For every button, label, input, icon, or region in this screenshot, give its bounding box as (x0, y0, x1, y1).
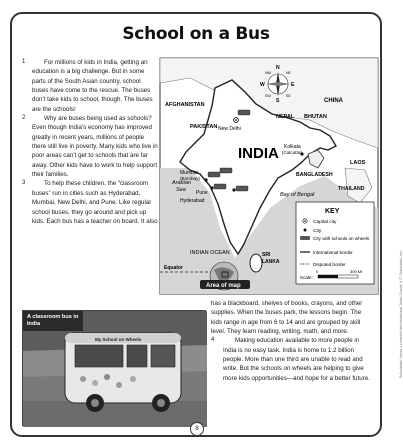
key-scale-label: Scale: (300, 275, 313, 280)
compass-e: E (291, 82, 295, 88)
key-scale-end: 300 MI (350, 269, 363, 274)
worksheet-page (10, 12, 382, 437)
paragraph-3 (22, 179, 158, 226)
label-afghanistan: AFGHANISTAN (165, 102, 205, 108)
bus-photo (22, 310, 206, 426)
paragraph-text: Making education available to more people in India is no easy task. India is home to 1.2 billion people. More than one third are unable to read and write. But the schools on wheels are helping to give more kids opportunities—and hope for a better future. (223, 337, 370, 382)
compass-n: N (276, 65, 280, 71)
label-indian-ocean: INDIAN OCEAN (190, 250, 230, 256)
map-key (296, 202, 374, 284)
paragraph-text: To help these children, the “classroom buses” run in cities such as Hyderabad, Mumbai, New Delhi, and Pune. Like regular school buses, they go around and pick up kids. Each bus has a teacher on board. It also (32, 180, 158, 225)
compass-s: S (276, 98, 280, 104)
bus-icon (220, 168, 232, 173)
bus-icon (214, 184, 226, 189)
label-equator: Equator (164, 265, 183, 271)
city-kolkata: Kolkata (284, 144, 301, 150)
label-nepal: NEPAL (276, 114, 295, 120)
area-of-map-label: Area of map (206, 283, 241, 289)
city-new-delhi: New Delhi (218, 126, 241, 132)
label-china: CHINA (324, 98, 343, 104)
paragraph-1 (22, 58, 158, 114)
paragraph-2 (22, 114, 158, 179)
bus-icon (238, 110, 250, 115)
label-arabian-sea-1: Arabian (172, 180, 191, 186)
page-title: School on a Bus (122, 24, 270, 44)
paragraph-text: For millions of kids in India, getting an education is a big challenge. But in some parts of the South Asian country, school buses have come to the rescue. The buses don’t take kids to school, though. The buses are the schools! (32, 59, 153, 113)
paragraph-number: 1 (22, 59, 26, 65)
city-marker (204, 178, 207, 181)
label-bangladesh: BANGLADESH (296, 172, 333, 178)
paragraph-3-continued (211, 299, 373, 336)
city-mumbai: Mumbai (180, 170, 198, 176)
key-item-border: International border (313, 250, 353, 255)
compass-w: W (260, 82, 265, 88)
city-marker (210, 186, 213, 189)
paragraph-text: has a blackboard, shelves of books, crayons, and other supplies. When the buses park, the lessons begin. The kids range in age from 6 to 14 and are grouped by skill level. They learn reading, writing, math, and more. (211, 300, 363, 336)
key-item-capital: Capital city (313, 220, 337, 225)
paragraph-text: Why are buses being used as schools? Even though India’s economy has improved greatly in recent years, millions of people there still live in poverty. Many kids who live in poor areas can’t get to schools that are far away. Other kids have to work to help support their families. (32, 115, 158, 179)
compass-nw: NW (265, 71, 271, 75)
city-pune: Pune (196, 190, 208, 196)
label-sri-lanka-2: LANKA (262, 259, 280, 265)
bus-icon (208, 172, 220, 177)
key-title: KEY (325, 208, 340, 215)
page-number: 8 (190, 422, 204, 436)
paragraph-number: 4 (211, 337, 215, 344)
photo-caption: A classroom bus in India (23, 311, 83, 331)
compass-se: SE (286, 94, 291, 98)
paragraph-4 (211, 336, 373, 383)
label-bhutan: BHUTAN (304, 114, 327, 120)
paragraph-number: 3 (22, 180, 26, 187)
compass-ne: NE (286, 71, 291, 75)
sri-lanka-shape (250, 254, 262, 272)
right-text-column (211, 299, 373, 383)
city-kolkata-old: (Calcutta) (282, 150, 302, 155)
label-india: INDIA (238, 145, 279, 162)
key-item-disputed: Disputed border (313, 262, 346, 267)
left-text-column (22, 58, 158, 226)
city-marker (232, 188, 235, 191)
label-laos: LAOS (350, 160, 366, 166)
key-scale-start: 0 (316, 269, 319, 274)
city-hyderabad: Hyderabad (180, 198, 205, 204)
map-graphic (160, 58, 378, 294)
city-dot-icon (304, 229, 307, 232)
side-credit: Scholastic News • Leveled Informational Texts Grade 4 © Scholastic Inc. (398, 250, 403, 379)
label-sri-lanka-1: SRI (262, 252, 271, 258)
label-pakistan: PAKISTAN (190, 124, 218, 130)
paragraph-number: 2 (22, 115, 26, 122)
label-arabian-sea-2: Sea (176, 187, 186, 193)
city-mumbai-old: (Bombay) (180, 176, 200, 181)
bus-icon (236, 186, 248, 191)
bus-icon (300, 236, 310, 240)
india-map (160, 58, 378, 294)
compass-sw: SW (265, 94, 271, 98)
label-thailand: THAILAND (338, 186, 365, 192)
key-item-city: City (313, 229, 322, 234)
label-bay-of-bengal: Bay of Bengal (280, 192, 315, 198)
key-item-schools: City with schools on wheels (313, 236, 370, 241)
bus-sign: My School on Wheels (95, 337, 142, 342)
